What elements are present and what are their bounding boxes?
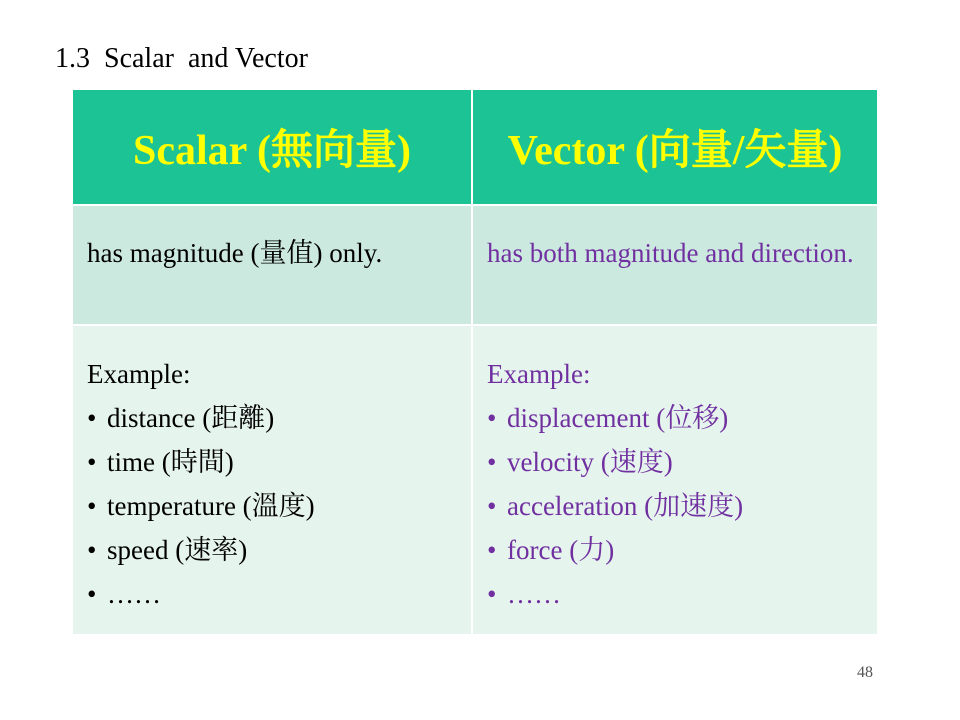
list-item [487,440,863,484]
page-number: 48 [857,664,873,681]
bullet-icon: • [87,403,97,433]
bullet-icon: • [487,535,497,565]
vector-example-list [487,396,863,616]
scalar-example-list [87,396,457,616]
list-item [87,572,457,616]
scalar-header: Scalar (無向量) [73,90,473,206]
scalar-examples-cell [73,326,473,634]
bullet-icon: • [487,403,497,433]
vector-example-item: displacement (位移) [507,403,729,433]
list-item [87,528,457,572]
list-item [87,396,457,440]
bullet-icon: • [487,491,497,521]
scalar-example-item: …… [107,579,161,609]
list-item [87,440,457,484]
list-item [487,528,863,572]
scalar-example-item: distance (距離) [107,403,275,433]
list-item [487,484,863,528]
list-item [487,396,863,440]
vector-definition: has both magnitude and direction. [473,206,877,326]
bullet-icon: • [87,447,97,477]
scalar-example-item: time (時間) [107,447,234,477]
bullet-icon: • [87,535,97,565]
vector-example-item: velocity (速度) [507,447,673,477]
vector-examples-cell [473,326,877,634]
scalar-vector-table [73,90,877,634]
scalar-definition: has magnitude (量值) only. [73,206,473,326]
vector-example-item: force (力) [507,535,615,565]
scalar-example-item: speed (速率) [107,535,248,565]
bullet-icon: • [87,491,97,521]
vector-example-label: Example: [487,359,591,389]
scalar-example-item: temperature (溫度) [107,491,315,521]
vector-example-item: …… [507,579,561,609]
list-item [487,572,863,616]
bullet-icon: • [487,447,497,477]
slide-title: 1.3 Scalar and Vector [55,43,308,74]
vector-header: Vector (向量/矢量) [473,90,877,206]
list-item [87,484,457,528]
vector-example-item: acceleration (加速度) [507,491,744,521]
scalar-example-label: Example: [87,359,191,389]
bullet-icon: • [487,579,497,609]
bullet-icon: • [87,579,97,609]
